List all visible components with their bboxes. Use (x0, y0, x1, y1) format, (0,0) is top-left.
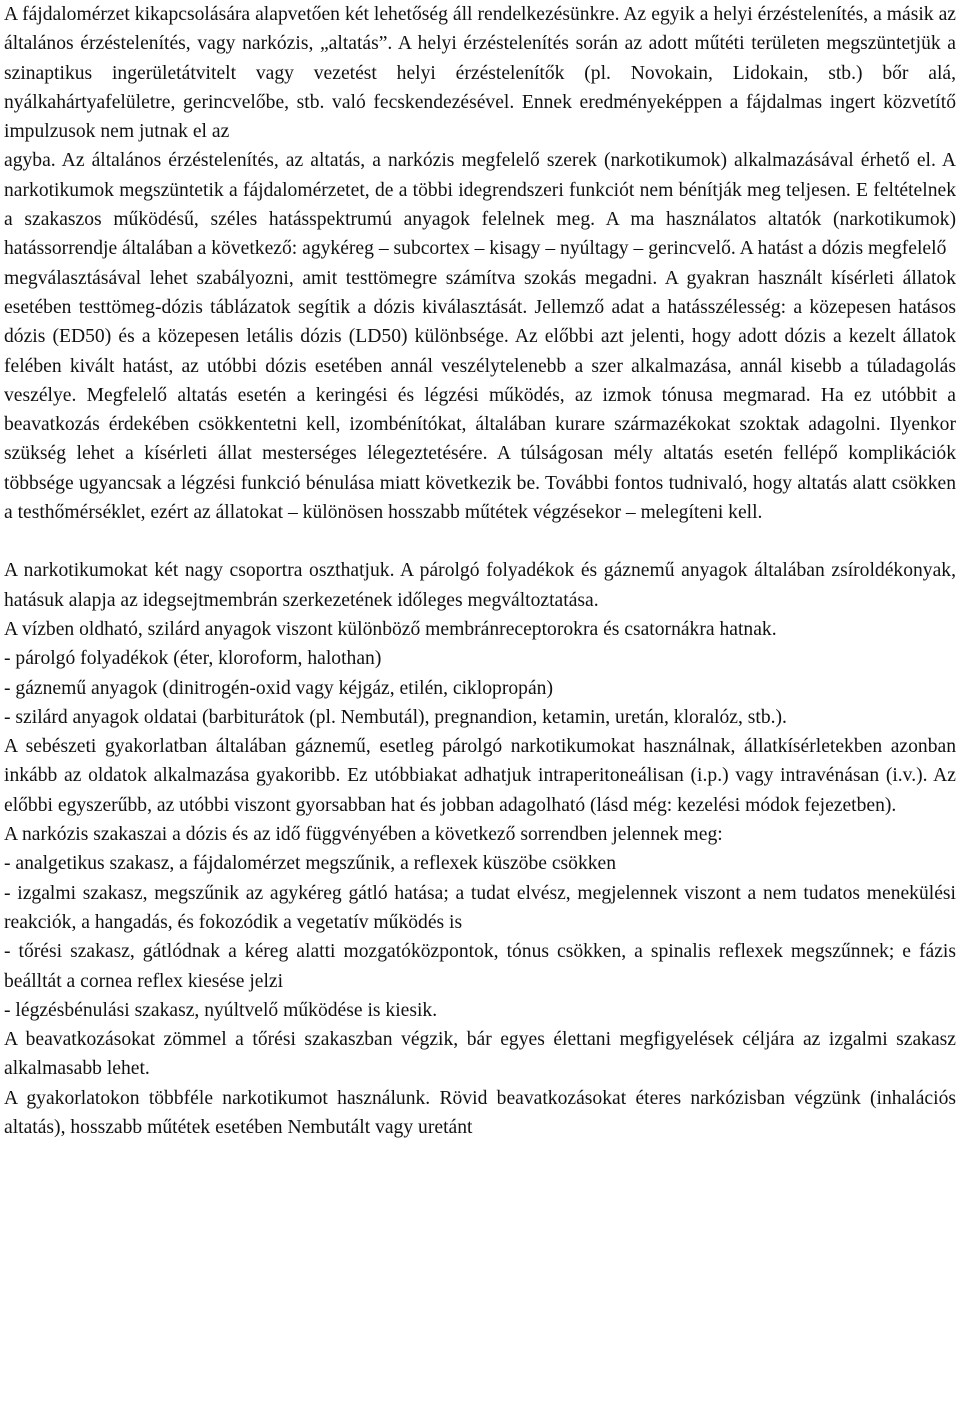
paragraph: A gyakorlatokon többféle narkotikumot használunk. Rövid beavatkozásokat éteres narkózisban végzünk (inhalációs altatás), hosszabb műtétek esetében Nembutált vagy uretánt (4, 1087, 956, 1138)
paragraph: A narkotikumokat két nagy csoportra oszthatjuk. A párolgó folyadékok és gáznemű anyagok általában zsíroldékonyak, hatásuk alapja az idegsejtmembrán szerkezetének időleges megváltoztatása. (4, 560, 956, 611)
list-item: - izgalmi szakasz, megszűnik az agykéreg gátló hatása; a tudat elvész, megjelennek viszont a nem tudatos menekülési reakciók, a hangadás, és fokozódik a vegetatív működés is (4, 882, 956, 933)
list-item: - párolgó folyadékok (éter, kloroform, halothan) (4, 648, 382, 670)
list-item: - légzésbénulási szakasz, nyúltvelő működése is kiesik. (4, 999, 438, 1021)
section-narcotics (4, 556, 956, 1142)
paragraph: agyba. Az általános érzéstelenítés, az altatás, a narkózis megfelelő szerek (narkotikumok) alkalmazásával érhető el. A narkotikumok megszüntetik a fájdalomérzetet, de a többi idegrendszeri funkciót nem bénítják meg teljesen. E feltételnek a szakaszos működésű, széles hatásspektrumú anyagok felelnek meg. A ma használatos altatók (narkotikumok) hatássorrendje általában a következő: agykéreg – subcortex – kisagy – nyúltagy – gerincvelő. A hatást a dózis megfelelő (4, 150, 956, 260)
list-item: - gáznemű anyagok (dinitrogén-oxid vagy kéjgáz, etilén, ciklopropán) (4, 677, 553, 699)
paragraph: A narkózis szakaszai a dózis és az idő függvényében a következő sorrendben jelennek meg: (4, 824, 723, 846)
paragraph: A sebészeti gyakorlatban általában gáznemű, esetleg párolgó narkotikumokat használnak, állatkísérletekben azonban inkább az oldatok alkalmazása gyakoribb. Ez utóbbiakat adhatjuk intraperitoneálisan (i.p.) vagy intravénásan (i.v.). Az előbbi egyszerűbb, az utóbbi viszont gyorsabban hat és jobban adagolható (lásd még: kezelési módok fejezetben). (4, 736, 956, 816)
paragraph: A vízben oldható, szilárd anyagok viszont különböző membránreceptorokra és csatornákra hatnak. (4, 618, 777, 640)
list-item: - szilárd anyagok oldatai (barbiturátok (pl. Nembutál), pregnandion, ketamin, uretán, kloralóz, stb.). (4, 706, 787, 728)
paragraph: A fájdalomérzet kikapcsolására alapvetően két lehetőség áll rendelkezésünkre. Az egyik a helyi érzéstelenítés, a másik az általános érzéstelenítés, vagy narkózis, „altatás”. A helyi érzéstelenítés során az adott műtéti területen megszüntetjük a szinaptikus ingerületátvitelt vagy vezetést helyi érzéstelenítők (pl. Novokain, Lidokain, stb.) bőr alá, nyálkahártyafelületre, gerincvelőbe, stb. való fecskendezésével. Ennek eredményeképpen a fájdalmas ingert közvetítő impulzusok nem jutnak el az (4, 4, 956, 143)
paragraph: A beavatkozásokat zömmel a tőrési szakaszban végzik, bár egyes élettani megfigyelések céljára az izgalmi szakasz alkalmasabb lehet. (4, 1029, 956, 1080)
list-item: - tőrési szakasz, gátlódnak a kéreg alatti mozgatóközpontok, tónus csökken, a spinalis reflexek megszűnnek; e fázis beálltát a cornea reflex kiesése jelzi (4, 941, 956, 992)
paragraph-gap (4, 527, 956, 556)
list-item: - analgetikus szakasz, a fájdalomérzet megszűnik, a reflexek küszöbe csökken (4, 853, 617, 875)
paragraph: megválasztásával lehet szabályozni, amit testtömegre számítva szokás megadni. A gyakran használt kísérleti állatok esetében testtömeg-dózis táblázatok segítik a dózis kiválasztását. Jellemző adat a hatásszélesség: a közepesen hatásos dózis (ED50) és a közepesen letális dózis (LD50) különbsége. Az előbbi azt jelenti, hogy adott dózis a kezelt állatok felében kivált hatást, az utóbbi dózis esetében annál veszélytelenebb a szer alkalmazása, annál kisebb a túladagolás veszélye. Megfelelő altatás esetén a keringési és légzési működés, az izmok tónusa megmarad. Ha ez utóbbit a beavatkozás érdekében csökkentetni kell, izombénítókat, általában kurare származékokat szoktak adagolni. Ilyenkor szükség lehet a kísérleti állat mesterséges lélegeztetésére. A túlságosan mély altatás esetén fellépő komplikációk többsége ugyancsak a légzési funkció bénulása miatt következik be. További fontos tudnivaló, hogy altatás alatt csökken a testhőmérséklet, ezért az állatokat – különösen hosszabb műtétek végzésekor – melegíteni kell. (4, 267, 956, 524)
section-intro (4, 0, 956, 527)
